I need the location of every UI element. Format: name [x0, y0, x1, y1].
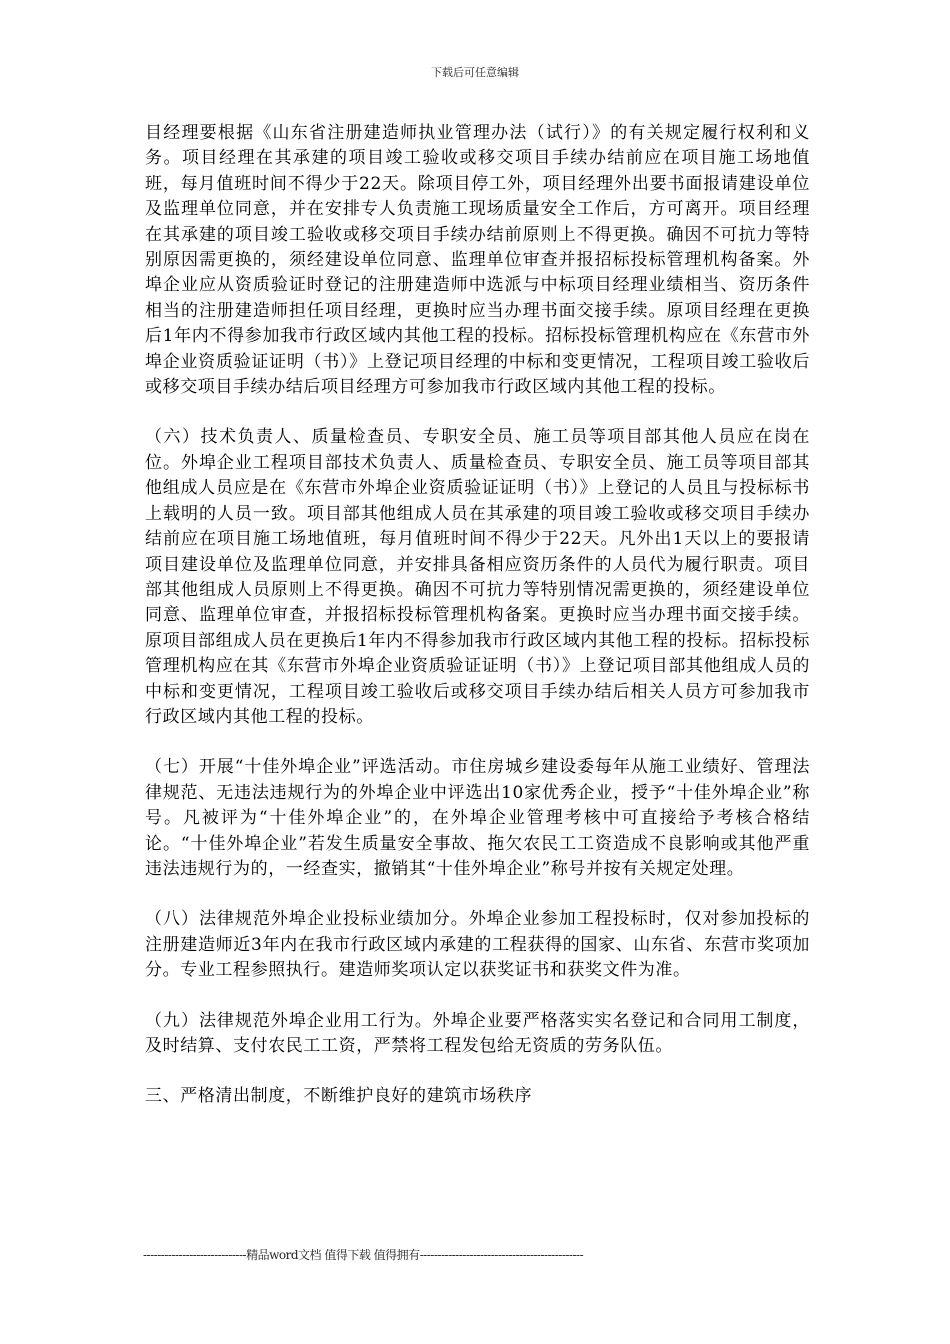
section-heading-3: 三、严格清出制度，不断维护良好的建筑市场秩序 [145, 1086, 533, 1107]
footer-note: -----------------------------精品word文档 值得下载 值得拥有---------------------------------------------- [143, 1248, 584, 1262]
paragraph-section-8: （八）法律规范外埠企业投标业绩加分。外埠企业参加工程投标时，仅对参加投标的注册建造师近3年内在我市行政区域内承建的工程获得的国家、山东省、东营市奖项加分。专业工程参照执行。建造师奖项认定以获奖证书和获奖文件为准。 [145, 909, 810, 981]
paragraph-section-6: （六）技术负责人、质量检查员、专职安全员、施工员等项目部其他人员应在岗在位。外埠企业工程项目部技术负责人、质量检查员、专职安全员、施工员等项目部其他组成人员应是在《东营市外埠企业资质验证证明（书）》上登记的人员且与投标标书上载明的人员一致。项目部其他组成人员在其承建的项目竣工验收或移交项目手续办结前应在项目施工场地值班，每月值班时间不得少于22天。凡外出1天以上的要报请项目建设单位及监理单位同意，并安排具备相应资历条件的人员代为履行职责。项目部其他组成人员原则上不得更换。确因不可抗力等特别情况需更换的，须经建设单位同意、监理单位审查，并报招标投标管理机构备案。更换时应当办理书面交接手续。原项目部组成人员在更换后1年内不得参加我市行政区域内其他工程的投标。招标投标管理机构应在其《东营市外埠企业资质验证证明（书）》上登记项目部其他组成人员的中标和变更情况，工程项目竣工验收后或移交项目手续办结后相关人员方可参加我市行政区域内其他工程的投标。 [145, 427, 810, 727]
paragraph-project-manager: 目经理要根据《山东省注册建造师执业管理办法（试行）》的有关规定履行权利和义务。项目经理在其承建的项目竣工验收或移交项目手续办结前应在项目施工场地值班，每月值班时间不得少于22天。除项目停工外，项目经理外出要书面报请建设单位及监理单位同意，并在安排专人负责施工现场质量安全工作后，方可离开。项目经理在其承建的项目竣工验收或移交项目手续办结前原则上不得更换。确因不可抗力等特别原因需更换的，须经建设单位同意、监理单位审查并报招标投标管理机构备案。外埠企业应从资质验证时登记的注册建造师中选派与中标项目经理业绩相当、资历条件相当的注册建造师担任项目经理，更换时应当办理书面交接手续。原项目经理在更换后1年内不得参加我市行政区域内其他工程的投标。招标投标管理机构应在《东营市外埠企业资质验证证明（书）》上登记项目经理的中标和变更情况，工程项目竣工验收后或移交项目手续办结后项目经理方可参加我市行政区域内其他工程的投标。 [145, 123, 810, 398]
body-text [145, 121, 810, 1135]
paragraph-section-9: （九）法律规范外埠企业用工行为。外埠企业要严格落实实名登记和合同用工制度，及时结算、支付农民工工资，严禁将工程发包给无资质的劳务队伍。 [145, 1010, 810, 1056]
header-note: 下载后可任意编辑 [431, 66, 519, 79]
paragraph-section-7: （七）开展“十佳外埠企业”评选活动。市住房城乡建设委每年从施工业绩好、管理法律规范、无违法违规行为的外埠企业中评选出10家优秀企业，授予“十佳外埠企业”称号。凡被评为“十佳外埠企业”的，在外埠企业管理考核中可直接给予考核合格结论。“十佳外埠企业”若发生质量安全事故、拖欠农民工工资造成不良影响或其他严重违法违规行为的，一经查实，撤销其“十佳外埠企业”称号并按有关规定处理。 [145, 757, 810, 879]
